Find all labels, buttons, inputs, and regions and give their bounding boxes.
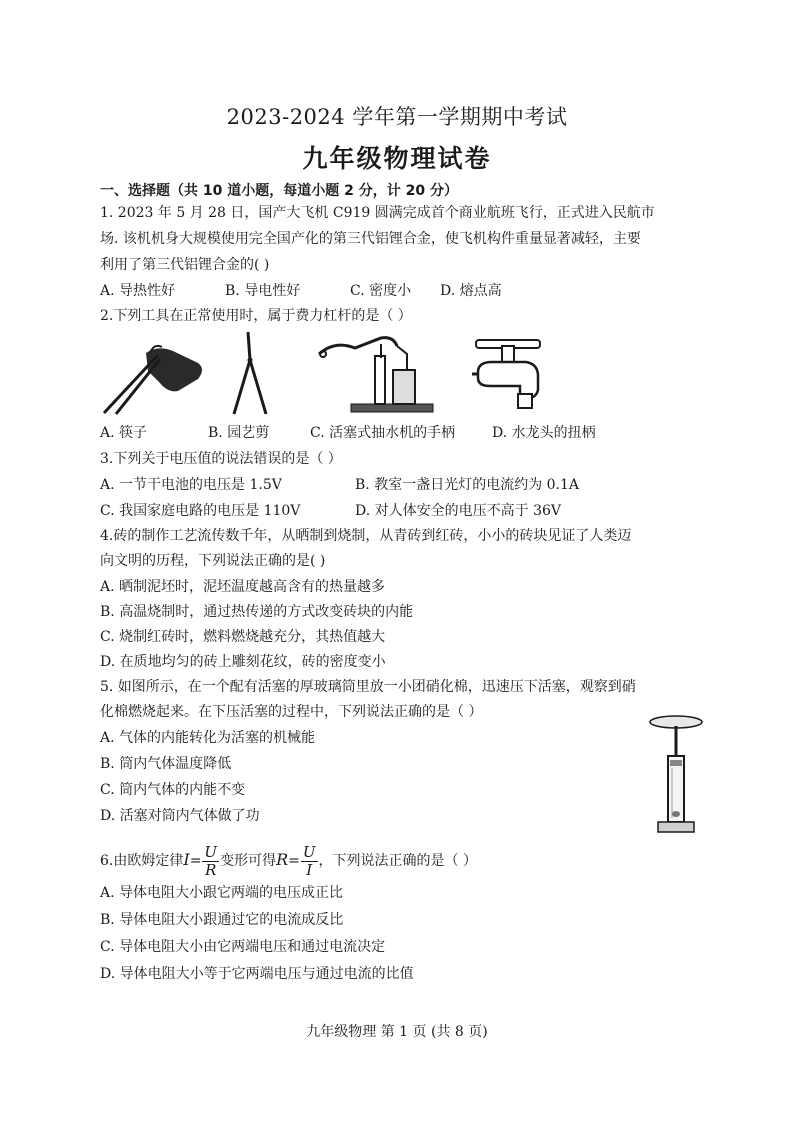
q6-frac2-denominator: I [306,860,313,879]
chopsticks-figure [98,333,208,415]
q3-option-d: D. 对人体安全的电压不高于 36V [355,503,562,519]
q6-frac1-denominator: R [205,860,217,879]
q3-stem: 3.下列关于电压值的说法错误的是（ ） [100,451,342,467]
q1-option-a: A. 导热性好 [100,283,176,299]
q3-option-b: B. 教室一盏日光灯的电流约为 0.1A [355,477,580,493]
page-footer: 九年级物理 第 1 页 (共 8 页) [306,1024,488,1040]
q1-option-b: B. 导电性好 [225,283,301,299]
q2-option-c: C. 活塞式抽水机的手柄 [310,425,456,441]
q6-option-b: B. 导体电阻大小跟通过它的电流成反比 [100,912,344,928]
q6-equals-2: = [288,853,300,869]
q6-equals-1: = [189,853,202,869]
q2-option-a: A. 筷子 [100,425,148,441]
q5-option-d: D. 活塞对筒内气体做了功 [100,808,260,824]
q6-option-c: C. 导体电阻大小由它两端电压和通过电流决定 [100,939,386,955]
q2-option-d: D. 水龙头的扭柄 [492,425,596,441]
q1-option-c: C. 密度小 [350,283,412,299]
q6-frac2-numerator: U [302,842,316,861]
q1-option-d: D. 熔点高 [440,283,502,299]
q5-line-1: 5. 如图所示，在一个配有活塞的厚玻璃筒里放一小团硝化棉，迅速压下活塞，观察到硝 [100,679,636,695]
garden-shears-figure [228,330,272,416]
q6-option-d: D. 导体电阻大小等于它两端电压与通过电流的比值 [100,966,414,982]
q6-prefix: 6.由欧姆定律 [100,853,184,869]
q6-frac1-numerator: U [204,842,218,861]
q5-option-a: A. 气体的内能转化为活塞的机械能 [100,730,316,746]
q4-line-2: 向文明的历程，下列说法正确的是( ) [100,553,326,569]
q5-option-c: C. 筒内气体的内能不变 [100,782,246,798]
q1-line-3: 利用了第三代铝锂合金的( ) [100,257,270,273]
q3-option-a: A. 一节干电池的电压是 1.5V [100,477,282,493]
piston-pump-figure [315,330,435,416]
q6-suffix: ，下列说法正确的是（ ） [318,853,477,869]
q6-resistance-symbol: R [276,850,289,869]
q6-option-a: A. 导体电阻大小跟它两端的电压成正比 [100,885,344,901]
q4-option-b: B. 高温烧制时，通过热传递的方式改变砖块的内能 [100,604,414,620]
q6-fraction-u-over-i [301,844,318,879]
q3-option-c: C. 我国家庭电路的电压是 110V [100,503,301,519]
q6-current-symbol: I [183,850,190,869]
section-heading: 一、选择题（共 10 道小题，每道小题 2 分，计 20 分） [100,183,458,199]
q1-line-1: 1. 2023 年 5 月 28 日，国产大飞机 C919 圆满完成首个商业航班飞行，正式进入民航市 [100,205,655,221]
q4-option-a: A. 晒制泥坯时，泥坯温度越高含有的热量越多 [100,579,386,595]
q6-stem [100,842,477,879]
q2-option-b: B. 园艺剪 [208,425,270,441]
exam-title: 2023-2024 学年第一学期期中考试 [226,105,568,129]
exam-subtitle: 九年级物理试卷 [302,144,492,173]
glass-cylinder-piston-figure [646,712,706,836]
q4-line-1: 4.砖的制作工艺流传数千年，从晒制到烧制，从青砖到红砖，小小的砖块见证了人类迈 [100,528,632,544]
faucet-figure [468,332,548,414]
q5-line-2: 化棉燃烧起来。在下压活塞的过程中，下列说法正确的是（ ） [100,704,483,720]
q4-option-c: C. 烧制红砖时，燃料燃烧越充分，其热值越大 [100,629,386,645]
q4-option-d: D. 在质地均匀的砖上雕刻花纹，砖的密度变小 [100,654,386,670]
q2-stem: 2.下列工具在正常使用时，属于费力杠杆的是（ ） [100,308,412,324]
q1-line-2: 场. 该机机身大规模使用完全国产化的第三代铝锂合金，使飞机构件重量显著减轻，主要 [100,231,641,247]
q6-fraction-u-over-r [202,844,219,879]
q5-option-b: B. 筒内气体温度降低 [100,756,232,772]
q6-middle: 变形可得 [220,853,277,869]
